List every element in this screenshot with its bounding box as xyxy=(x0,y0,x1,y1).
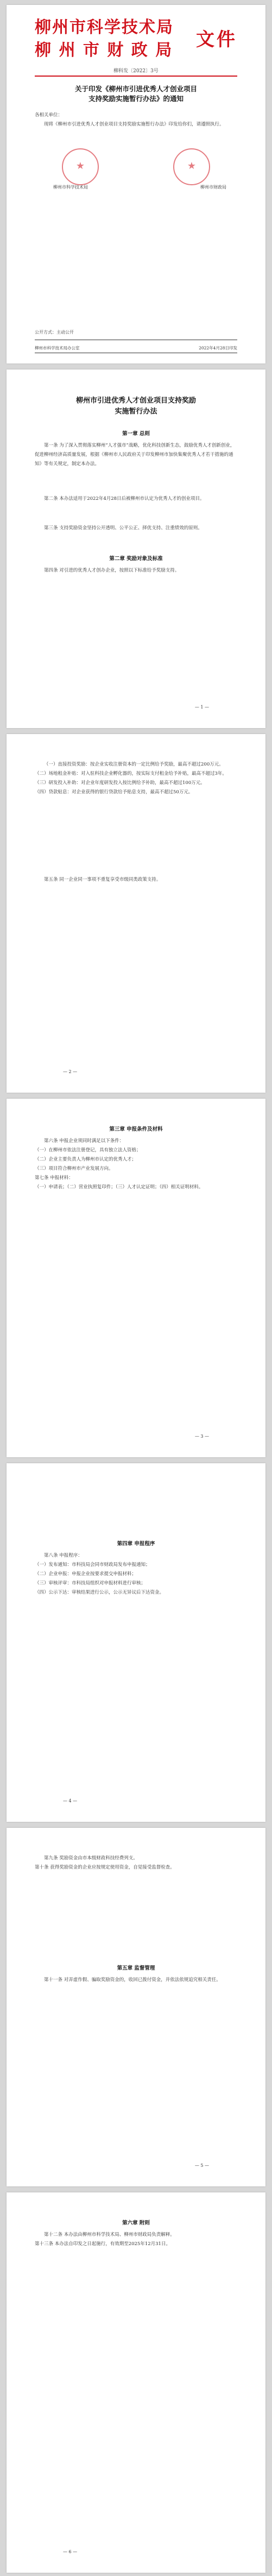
fund-provisions: 第九条 奖励资金由市本级财政科技经费列支。 第十条 获得奖励资金的企业应按规定使用资金，自觉接受监督检查。 xyxy=(35,1856,175,1870)
application-procedure: 第八条 申报程序： （一）发布通知：市科技局会同市财政局发布申报通知； （二）企业申报：申报企业按要求提交申报材料； （三）审核评审：市科技局组织对申报材料进行审核； （四）公示下达：审核结果进行公示，公示无异议后下达资金。 xyxy=(35,1553,165,1595)
chapter-1-heading: 第一章 总则 xyxy=(122,431,150,437)
document-number: 柳科发〔2022〕3号 xyxy=(113,68,159,74)
page-number: — 1 — xyxy=(194,705,209,710)
reward-standards: （一）直接投资奖励：按企业实收注册资本的一定比例给予奖励，最高不超过200万元。 （二）场地租金补贴：对入驻科技企业孵化器的，按实际支付租金给予补贴，最高不超过3年。 （三）研发投入补助：对企业年度研发投入按比例给予补助，最高不超过100万元。 （四）贷款贴息：对企业获得的银行贷款给予贴息支持，最高不超过50万元。 xyxy=(35,762,227,795)
page-number: — 2 — xyxy=(63,1069,78,1074)
signature-left: 柳州市科学技术局 xyxy=(53,185,88,190)
issuer-line-2: 柳 州 市 财 政 局 xyxy=(35,41,173,60)
signature-right: 柳州市财政局 xyxy=(200,185,226,190)
notice-title: 关于印发《柳州市引进优秀人才创业项目 支持奖励实施暂行办法》的通知 xyxy=(74,85,197,103)
page-number: — 6 — xyxy=(63,2549,78,2554)
disclosure-method: 公开方式：主动公开 xyxy=(35,330,74,335)
issue-date: 2022年4月28日印发 xyxy=(199,346,237,350)
page-4 xyxy=(7,1099,265,1457)
official-seal-right: ★ xyxy=(173,148,210,185)
addressee: 各相关单位： xyxy=(35,112,63,118)
supplementary-provisions: 第十二条 本办法由柳州市科学技术局、柳州市财政局负责解释。 第十三条 本办法自印发之日起施行，有效期至2025年12月31日。 xyxy=(35,2232,175,2247)
page-5 xyxy=(7,1463,265,1822)
issuing-office: 柳州市科学技术局办公室 xyxy=(35,346,80,350)
application-conditions: 第六条 申报企业须同时满足以下条件： （一）在柳州市依法注册登记，具有独立法人资格； （二）企业主要负责人为柳州市认定的优秀人才； （三）项目符合柳州市产业发展方向。 第七条 申报材料： （一）申请表；（二）营业执照复印件；（三）人才认定证明；（四）相关证明材料。 xyxy=(35,1138,204,1190)
page-number: — 5 — xyxy=(194,2163,209,2168)
page-2 xyxy=(7,369,265,728)
document-word: 文件 xyxy=(196,29,237,51)
page-number: — 4 — xyxy=(63,1798,78,1803)
red-divider xyxy=(35,76,237,77)
issuer-line-1: 柳州市科学技术局 xyxy=(35,18,174,37)
document-title: 柳州市引进优秀人才创业项目支持奖励 实施暂行办法 xyxy=(75,397,196,416)
chapter-4-heading: 第四章 申报程序 xyxy=(117,1541,155,1547)
article-3: 第三条 支持奖励资金坚持公开透明、公平公正、择优支持、注重绩效的原则。 xyxy=(44,525,203,531)
article-2: 第二条 本办法适用于2022年4月28日后被柳州市认定为优秀人才的创业项目。 xyxy=(44,496,205,502)
official-seal-left: ★ xyxy=(62,148,99,185)
page-number: — 3 — xyxy=(194,1434,209,1439)
chapter-5-heading: 第五章 监督管理 xyxy=(117,1965,155,1971)
article-4: 第四条 对引进的优秀人才创办企业，按照以下标准给予奖励支持。 xyxy=(44,568,180,573)
notice-body: 现将《柳州市引进优秀人才创业项目支持奖励实施暂行办法》印发给你们，请遵照执行。 xyxy=(44,122,224,127)
article-1: 第一条 为了深入贯彻落实柳州“人才强市”战略，优化科技创新生态，鼓励优秀人才创新创业，促进柳州经济高质量发展，根据《柳州市人民政府关于印发柳州市加快集聚优秀人才若干措施的通知》等有关规定，制定本办法。 xyxy=(35,443,235,467)
page-3 xyxy=(7,734,265,1093)
chapter-2-heading: 第二章 奖励对象及标准 xyxy=(109,556,163,562)
page-7 xyxy=(7,2192,265,2573)
supervision-article: 第十一条 对弄虚作假、骗取奖励资金的，收回已拨付资金，并依法依规追究相关责任。 xyxy=(44,1977,221,1983)
page-1 xyxy=(7,5,265,363)
article-5: 第五条 同一企业同一事项不重复享受市级同类政策支持。 xyxy=(44,877,161,882)
chapter-3-heading: 第三章 申报条件及材料 xyxy=(109,1126,163,1132)
chapter-6-heading: 第六章 附则 xyxy=(122,2220,150,2226)
page-6 xyxy=(7,1828,265,2186)
